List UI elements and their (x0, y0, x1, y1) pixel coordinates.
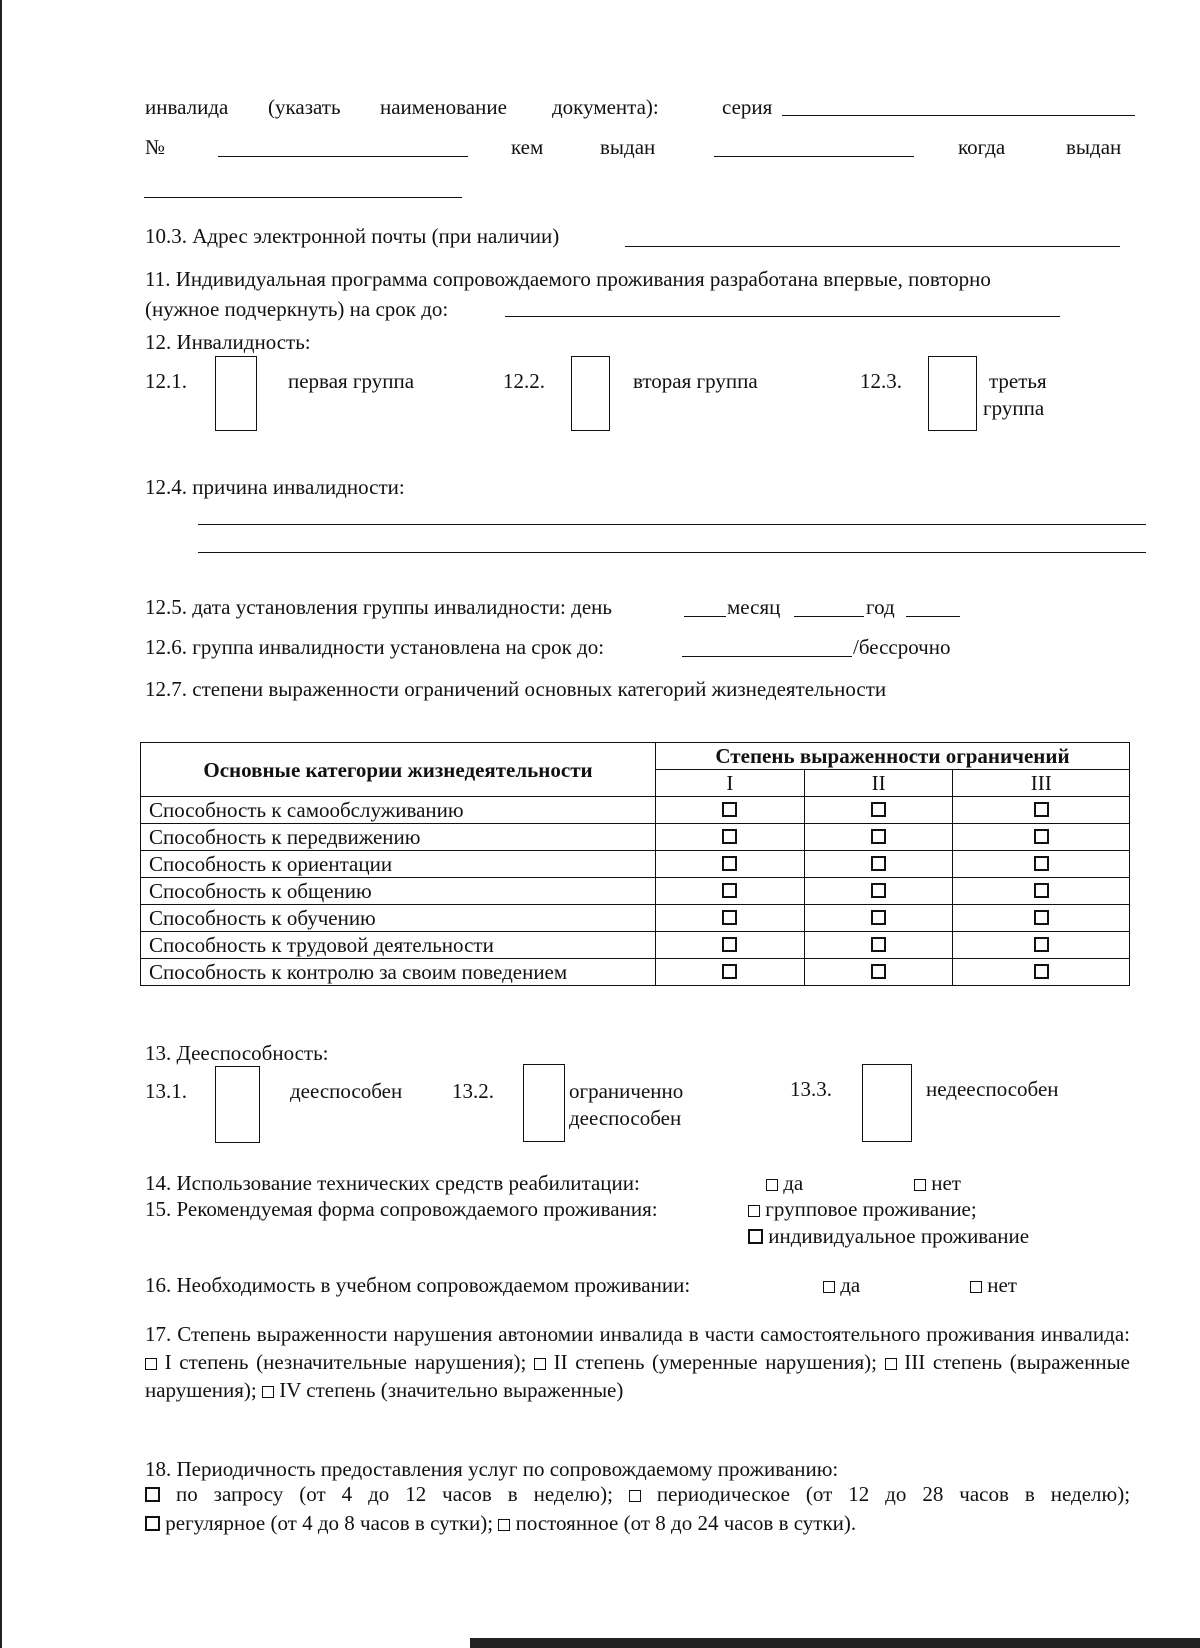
s10-word-2: (указать (268, 95, 341, 119)
table-row (141, 797, 1130, 824)
table-row (141, 959, 1130, 986)
s12-title: 12. Инвалидность: (145, 330, 311, 354)
number-field[interactable] (218, 156, 468, 157)
s12-1-label: первая группа (288, 369, 415, 393)
degree-header-1: I (656, 770, 805, 797)
degree-checkbox[interactable] (1034, 856, 1049, 871)
on-request-checkbox[interactable] (145, 1487, 160, 1502)
s12-3-number: 12.3. (860, 369, 902, 393)
s12-6-indefinite: /бессрочно (853, 635, 951, 659)
group-living-checkbox[interactable] (748, 1205, 760, 1217)
s18-lead: 18. Периодичность предоставления услуг по сопровождаемому проживанию: (145, 1457, 839, 1481)
month-field[interactable] (794, 616, 864, 617)
issued-date-field[interactable] (144, 197, 462, 198)
s13-1-number: 13.1. (145, 1079, 187, 1103)
degree-checkbox[interactable] (722, 802, 737, 817)
s17-lead: 17. Степень выраженности нарушения автономии инвалида в части самостоятельного проживания инвалида: (145, 1322, 1130, 1346)
disability-cause-field-1[interactable] (198, 524, 1146, 525)
autonomy-4-checkbox[interactable] (262, 1386, 274, 1398)
table-row (141, 878, 1130, 905)
s12-3-label-1: третья (989, 369, 1047, 393)
degree-checkbox[interactable] (1034, 910, 1049, 925)
degree-checkbox[interactable] (722, 829, 737, 844)
s18-option-3: регулярное (от 4 до 8 часов в сутки); (165, 1511, 494, 1535)
s17-option-1: I степень (незначительные нарушения); (164, 1350, 527, 1374)
s15-option-individual[interactable] (748, 1223, 1029, 1249)
s16-yes[interactable] (823, 1272, 860, 1298)
periodic-checkbox[interactable] (629, 1490, 641, 1502)
no-checkbox[interactable] (970, 1281, 982, 1293)
degree-checkbox[interactable] (1034, 964, 1049, 979)
s10-issued-date-word-2: выдан (1066, 135, 1122, 159)
s12-5-label: 12.5. дата установления группы инвалидности: день (145, 595, 612, 619)
program-term-field[interactable] (505, 316, 1060, 317)
degree-checkbox[interactable] (871, 829, 886, 844)
row-label: Способность к контролю за своим поведением (141, 959, 656, 986)
yes-checkbox[interactable] (766, 1179, 778, 1191)
degree-checkbox[interactable] (871, 910, 886, 925)
s12-5-year-label: год (866, 595, 895, 619)
s16-yes-label: да (840, 1273, 861, 1297)
s13-1-label: дееспособен (290, 1079, 403, 1103)
year-field[interactable] (906, 616, 960, 617)
col-header-categories: Основные категории жизнедеятельности (141, 743, 656, 797)
degree-checkbox[interactable] (871, 964, 886, 979)
degree-checkbox[interactable] (1034, 829, 1049, 844)
issued-by-field[interactable] (714, 156, 914, 157)
limited-capable-checkbox[interactable] (523, 1064, 565, 1142)
s17-option-3: III степень (выраженные нарушения); (145, 1350, 1131, 1402)
s12-2-label: вторая группа (633, 369, 758, 393)
scan-bottom-edge (470, 1638, 1200, 1648)
s14-yes-label: да (783, 1171, 804, 1195)
s14-no[interactable] (914, 1170, 961, 1196)
s14-no-label: нет (931, 1171, 961, 1195)
row-label: Способность к трудовой деятельности (141, 932, 656, 959)
capable-checkbox[interactable] (215, 1066, 260, 1143)
s11-line-1: 11. Индивидуальная программа сопровождаемого проживания разработана впервые, повторно (145, 267, 991, 291)
s18-option-4: постоянное (от 8 до 24 часов в сутки). (515, 1511, 857, 1535)
row-label: Способность к самообслуживанию (141, 797, 656, 824)
s10-issued-by-word-2: выдан (600, 135, 656, 159)
s10-issued-date-word-1: когда (958, 135, 1006, 159)
row-label: Способность к передвижению (141, 824, 656, 851)
s16-label: 16. Необходимость в учебном сопровождаемом проживании: (145, 1273, 691, 1297)
s13-2-label-1: ограниченно (569, 1079, 684, 1103)
s17-option-4: IV степень (значительно выраженные) (279, 1378, 624, 1402)
s14-yes[interactable] (766, 1170, 803, 1196)
s10-issued-by-word-1: кем (511, 135, 544, 159)
term-field[interactable] (682, 656, 852, 657)
s11-line-2: (нужное подчеркнуть) на срок до: (145, 297, 449, 321)
s13-2-number: 13.2. (452, 1079, 494, 1103)
group-2-checkbox[interactable] (571, 356, 610, 431)
row-label: Способность к обучению (141, 905, 656, 932)
s16-no[interactable] (970, 1272, 1017, 1298)
degree-checkbox[interactable] (871, 937, 886, 952)
s14-label: 14. Использование технических средств реабилитации: (145, 1171, 640, 1195)
no-checkbox[interactable] (914, 1179, 926, 1191)
s18-option-2: периодическое (от 12 до 28 часов в неделю); (656, 1482, 1131, 1506)
s10-series-label: серия (722, 95, 773, 119)
s10-word-1: инвалида (145, 95, 229, 119)
s17-option-2: II степень (умеренные нарушения); (553, 1350, 877, 1374)
s17-paragraph (145, 1320, 1130, 1404)
s15-option-1-label: групповое проживание; (765, 1197, 977, 1221)
s16-no-label: нет (987, 1273, 1017, 1297)
degree-checkbox[interactable] (722, 937, 737, 952)
s13-3-label: недееспособен (926, 1077, 1059, 1101)
s13-3-number: 13.3. (790, 1077, 832, 1101)
autonomy-3-checkbox[interactable] (885, 1358, 897, 1370)
table-row (141, 905, 1130, 932)
incapable-checkbox[interactable] (862, 1064, 912, 1142)
degree-checkbox[interactable] (722, 910, 737, 925)
disability-cause-field-2[interactable] (198, 552, 1146, 553)
table-row (141, 932, 1130, 959)
group-1-checkbox[interactable] (215, 356, 257, 431)
table-row (141, 851, 1130, 878)
s10-word-4: документа): (552, 95, 659, 119)
s12-7-label: 12.7. степени выраженности ограничений основных категорий жизнедеятельности (145, 677, 887, 701)
regular-checkbox[interactable] (145, 1516, 160, 1531)
s15-label: 15. Рекомендуемая форма сопровождаемого проживания: (145, 1197, 658, 1221)
s12-3-label-2: группа (983, 396, 1045, 420)
scan-left-edge (0, 0, 2, 1648)
s13-title: 13. Дееспособность: (145, 1041, 329, 1065)
s12-6-label: 12.6. группа инвалидности установлена на срок до: (145, 635, 605, 659)
email-field[interactable] (625, 246, 1120, 247)
permanent-checkbox[interactable] (498, 1519, 510, 1531)
s10-word-3: наименование (380, 95, 507, 119)
degree-checkbox[interactable] (722, 964, 737, 979)
s12-4-label: 12.4. причина инвалидности: (145, 475, 405, 499)
degree-checkbox[interactable] (722, 856, 737, 871)
series-field[interactable] (782, 115, 1135, 116)
s12-2-number: 12.2. (503, 369, 545, 393)
s18-option-1: по запросу (от 4 до 12 часов в неделю); (175, 1482, 613, 1506)
s10-3-label: 10.3. Адрес электронной почты (при наличии) (145, 224, 560, 248)
col-header-degree: Степень выраженности ограничений (656, 743, 1130, 770)
autonomy-2-checkbox[interactable] (534, 1358, 546, 1370)
group-3-checkbox[interactable] (928, 356, 977, 431)
s18-options-line-2 (145, 1510, 856, 1536)
s12-5-month-label: месяц (727, 595, 781, 619)
row-label: Способность к ориентации (141, 851, 656, 878)
degree-checkbox[interactable] (871, 856, 886, 871)
degree-header-3: III (953, 770, 1130, 797)
degree-checkbox[interactable] (1034, 937, 1049, 952)
degree-checkbox[interactable] (1034, 802, 1049, 817)
s15-option-group[interactable] (748, 1196, 977, 1222)
s18-options-line-1 (145, 1480, 1130, 1508)
degree-checkbox[interactable] (871, 802, 886, 817)
degree-checkbox[interactable] (722, 883, 737, 898)
abilities-table (140, 742, 1130, 986)
table-row (141, 824, 1130, 851)
autonomy-1-checkbox[interactable] (145, 1358, 157, 1370)
s10-number-label: № (145, 135, 166, 159)
degree-header-2: II (804, 770, 953, 797)
s15-option-2-label: индивидуальное проживание (768, 1224, 1030, 1248)
yes-checkbox[interactable] (823, 1281, 835, 1293)
degree-checkbox[interactable] (871, 883, 886, 898)
s13-2-label-2: дееспособен (569, 1106, 682, 1130)
s12-1-number: 12.1. (145, 369, 187, 393)
row-label: Способность к общению (141, 878, 656, 905)
degree-checkbox[interactable] (1034, 883, 1049, 898)
day-field[interactable] (684, 616, 726, 617)
individual-living-checkbox[interactable] (748, 1229, 763, 1244)
